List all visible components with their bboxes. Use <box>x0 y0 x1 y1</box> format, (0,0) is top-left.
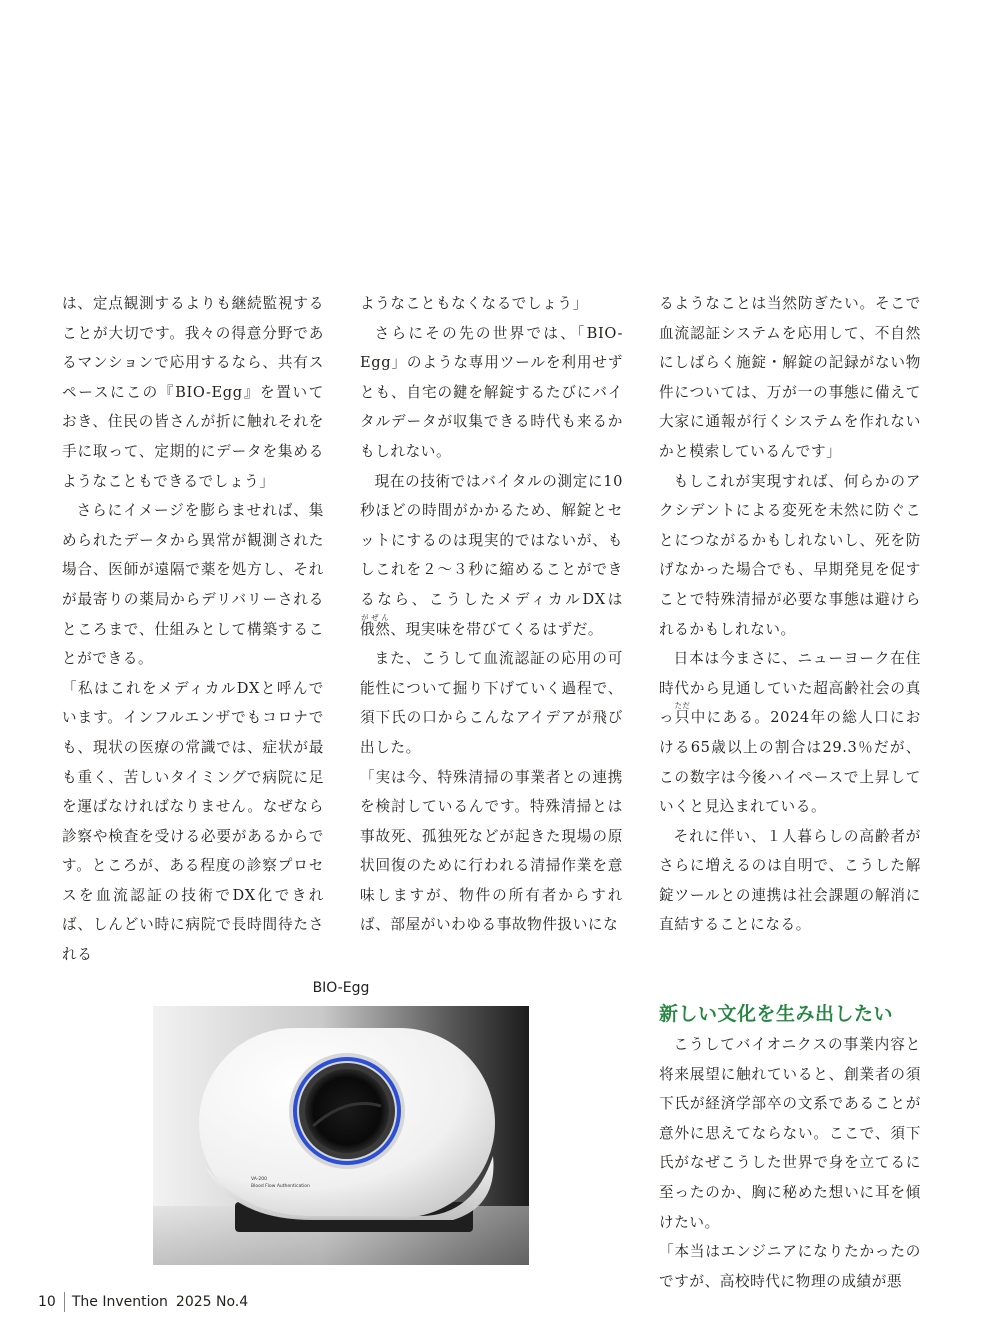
paragraph: もしこれが実現すれば、何らかのアクシデントによる変死を未然に防ぐことにつながるかもしれないし、死を防げなかった場合でも、早期発見を促すことで特殊清掃が必要な事態は避けられるかもしれない。 <box>659 472 921 638</box>
paragraph: さらにイメージを膨らませれば、集められたデータから異常が観測された場合、医師が遠隔で薬を処方し、それが最寄りの薬局からデリバリーされるところまで、仕組みとして構築することができる。 <box>62 502 324 668</box>
ruby-word <box>674 701 691 727</box>
ruby-base: 俄然 <box>360 620 391 638</box>
section-heading: 新しい文化を生み出したい <box>659 1003 894 1025</box>
magazine-title: The Invention <box>71 1294 168 1310</box>
paragraph: こうしてバイオニクスの事業内容と将来展望に触れていると、創業者の須下氏が経済学部卒の文系であることが意外に思えてならない。ここで、須下氏がなぜこうした世界で身を立てるに至ったのか、胸に秘めた想いに耳を傾けたい。 <box>659 1036 921 1231</box>
paragraph-text: 日本は今まさに、ニューヨーク在住時代から見通していた超高齢社会の真っ <box>659 650 921 727</box>
paragraph: ようなこともなくなるでしょう」 <box>360 295 588 312</box>
device-label: VA-200 <box>251 1177 267 1182</box>
device-label: Blood Flow Authentication <box>251 1184 310 1189</box>
article-column-2 <box>360 289 623 940</box>
paragraph-text: 、現実味を帯びてくるはずだ。 <box>390 620 604 638</box>
paragraph: さらにその先の世界では、「BIO-Egg」のような専用ツールを利用せずとも、自宅の鍵を解錠するたびにバイタルデータが収集できる時代も来るかもしれない。 <box>360 324 623 460</box>
paragraph <box>360 467 623 645</box>
paragraph: は、定点観測するよりも継続監視することが大切です。我々の得意分野であるマンションで応用するなら、共有スペースにこの『BIO-Egg』を置いておき、住民の皆さんが折に触れそれを手に取って、定期的にデータを集めるようなこともできるでしょう」 <box>62 295 324 490</box>
page-number: 10 <box>38 1294 56 1310</box>
paragraph <box>659 644 921 822</box>
paragraph-text: 中にある。2024年の総人口における65歳以上の割合は29.3％だが、この数字は今後ハイペースで上昇していくと見込まれている。 <box>659 709 921 816</box>
ruby-base: 只 <box>674 709 691 727</box>
paragraph: 「本当はエンジニアになりたかったのですが、高校時代に物理の成績が悪 <box>659 1243 921 1290</box>
paragraph: 「私はこれをメディカルDXと呼んでいます。インフルエンザでもコロナでも、現状の医療の常識では、症状が最も重く、苦しいタイミングで病院に足を運ばなければなりません。なぜなら診察や検査を受ける必要があるからです。ところが、ある程度の診察プロセスを血流認証の技術でDX化できれば、しんどい時に病院で長時間待たされる <box>62 679 324 964</box>
article-section <box>659 1002 921 1296</box>
footer-divider <box>64 1292 65 1312</box>
article-column-1 <box>62 289 324 970</box>
figure-caption: BIO-Egg <box>312 980 370 996</box>
ruby-reading: がぜん <box>360 612 391 622</box>
paragraph: それに伴い、１人暮らしの高齢者がさらに増えるのは自明で、こうした解錠ツールとの連携は社会課題の解消に直結することになる。 <box>659 827 921 934</box>
article-column-3 <box>659 289 921 940</box>
paragraph: るようなことは当然防ぎたい。そこで血流認証システムを応用して、不自然にしばらく施錠・解錠の記録がない物件については、万が一の事態に備えて大家に通報が行くシステムを作れないかと模索しているんです」 <box>659 295 921 460</box>
paragraph: また、こうして血流認証の応用の可能性について掘り下げていく過程で、須下氏の口からこんなアイデアが飛び出した。 <box>360 650 623 756</box>
paragraph: 「実は今、特殊清掃の事業者との連携を検討しているんです。特殊清掃とは事故死、孤独死などが起きた現場の原状回復のために行われる清掃作業を意味しますが、物件の所有者からすれば、部屋がいわゆる事故物件扱いにな <box>360 768 623 934</box>
ruby-word <box>360 612 391 638</box>
page-footer <box>38 1291 248 1313</box>
paragraph-text: 現在の技術ではバイタルの測定に10秒ほどの時間がかかるため、解錠とセットにするのは現実的ではないが、もしこれを２～３秒に縮めることができるなら、こうしたメディカルDXは <box>360 472 623 608</box>
product-photo <box>153 1006 529 1265</box>
issue-number: 2025 No.4 <box>175 1294 249 1310</box>
ruby-reading: ただ <box>674 701 691 711</box>
